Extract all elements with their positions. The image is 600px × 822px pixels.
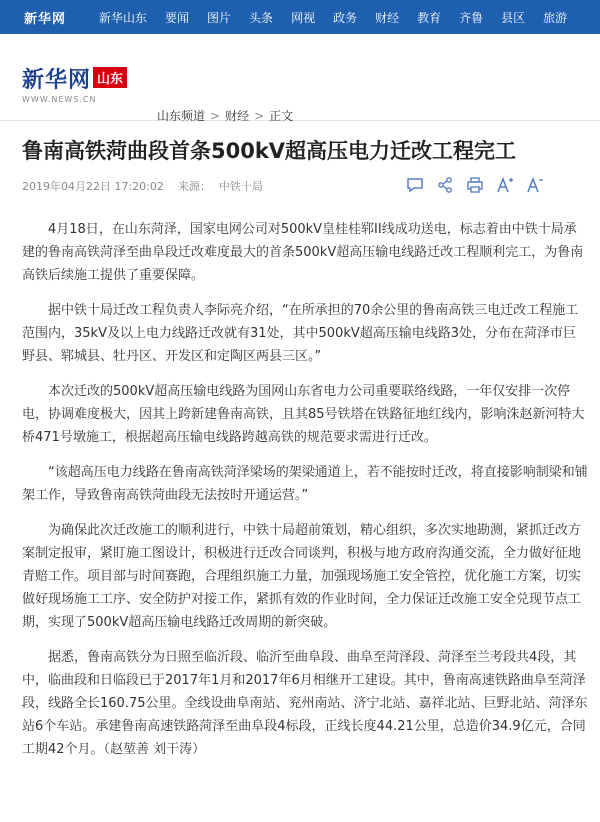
brand-url: WWW.NEWS.CN <box>22 95 97 104</box>
font-decrease-icon[interactable] <box>524 174 546 196</box>
nav-item-headlines[interactable]: 头条 <box>249 10 274 25</box>
article-title: 鲁南高铁菏曲段首条500kV超高压电力迁改工程完工 <box>22 139 517 163</box>
nav-item-finance[interactable]: 财经 <box>375 10 400 25</box>
article-paragraph: “该超高压电力线路在鲁南高铁菏泽梁场的架梁通道上，若不能按时迁改，将直接影响制梁和铺架工作，导致鲁南高铁菏曲段无法按时开通运营。” <box>22 465 588 503</box>
breadcrumb-separator: > <box>254 109 265 123</box>
print-icon[interactable] <box>464 174 486 196</box>
nav-item-education[interactable]: 教育 <box>417 10 442 25</box>
top-navigation-bar <box>0 0 600 34</box>
site-logo[interactable]: 新华网 <box>23 11 66 27</box>
nav-item-qilu[interactable]: 齐鲁 <box>459 10 484 25</box>
font-increase-icon[interactable] <box>494 174 516 196</box>
nav-item-video[interactable]: 网视 <box>291 10 316 25</box>
brand-name: 新华网 <box>22 68 92 93</box>
nav-item-travel[interactable]: 旅游 <box>543 10 568 25</box>
breadcrumb-channel[interactable]: 山东频道 <box>157 109 206 123</box>
nav-item-news[interactable]: 要闻 <box>165 10 190 25</box>
nav-item-counties[interactable]: 县区 <box>501 10 526 25</box>
nav-item-pictures[interactable]: 图片 <box>207 10 232 25</box>
brand-header <box>0 34 600 121</box>
article-body <box>22 218 588 773</box>
article-source: 中铁十局 <box>218 180 263 193</box>
article-source-label: 来源： <box>177 180 211 193</box>
breadcrumb-section[interactable]: 财经 <box>225 109 250 123</box>
article-toolbar <box>404 174 546 196</box>
breadcrumb-separator: > <box>210 109 221 123</box>
article-paragraph: 据中铁十局迁改工程负责人李际亮介绍，“在所承担的70余公里的鲁南高铁三电迁改工程施工范围内，35kV及以上电力线路迁改就有31处，其中500kV超高压输电线路3处，分布在菏泽市巨野县、郓城县、牡丹区、开发区和定陶区两县三区。” <box>22 303 579 364</box>
article-paragraph: 本次迁改的500kV超高压输电线路为国网山东省电力公司重要联络线路，一年仅安排一次停电，协调难度极大，因其上跨新建鲁南高铁，且其85号铁塔在铁路征地红线内，影响洙赵新河特大桥471号墩施工，根据超高压输电线路跨越高铁的规范要求需进行迁改。 <box>22 384 585 445</box>
article-meta <box>22 178 277 194</box>
brand-region-badge: 山东 <box>93 67 127 88</box>
breadcrumb-current: 正文 <box>269 109 294 123</box>
nav-item-xinhua-shandong[interactable]: 新华山东 <box>99 10 148 25</box>
article-paragraph: 据悉，鲁南高铁分为日照至临沂段、临沂至曲阜段、曲阜至菏泽段、菏泽至兰考段共4段，其中，临曲段和日临段已于2017年1月和2017年6月相继开工建设。其中，鲁南高速铁路曲阜至菏泽段，线路全长160.75公里。全线设曲阜南站、兖州南站、济宁北站、嘉祥北站、巨野北站、菏泽东站6个车站。承建鲁南高速铁路菏泽至曲阜段4标段，正线长度44.21公里，总造价34.9亿元，合同工期42个月。（赵堃善 刘干涛） <box>22 650 588 757</box>
article-datetime: 2019年04月22日 17:20:02 <box>22 180 164 193</box>
comment-icon[interactable] <box>404 174 426 196</box>
brand-logo[interactable] <box>22 63 127 104</box>
share-icon[interactable] <box>434 174 456 196</box>
article-paragraph: 4月18日，在山东菏泽，国家电网公司对500kV皇桂桂郓II线成功送电，标志着由中铁十局承建的鲁南高铁菏泽至曲阜段迁改难度最大的首条500kV超高压输电线路迁改工程顺利完工，为鲁南高铁后续施工提供了重要保障。 <box>22 222 584 283</box>
article-paragraph: 为确保此次迁改施工的顺利进行，中铁十局超前策划，精心组织，多次实地勘测，紧抓迁改方案制定报审，紧盯施工图设计，积极进行迁改合同谈判，积极与地方政府沟通交流，全力做好征地青赔工作。项目部与时间赛跑，合理组织施工力量，加强现场施工安全管控，优化施工方案，切实做好现场施工工序、安全防护对接工作，紧抓有效的作业时间，全力保证迁改施工安全兑现节点工期，实现了500kV超高压输电线路迁改周期的新突破。 <box>22 523 582 630</box>
breadcrumb <box>157 107 293 124</box>
nav-item-government[interactable]: 政务 <box>333 10 358 25</box>
channel-nav <box>90 0 576 34</box>
